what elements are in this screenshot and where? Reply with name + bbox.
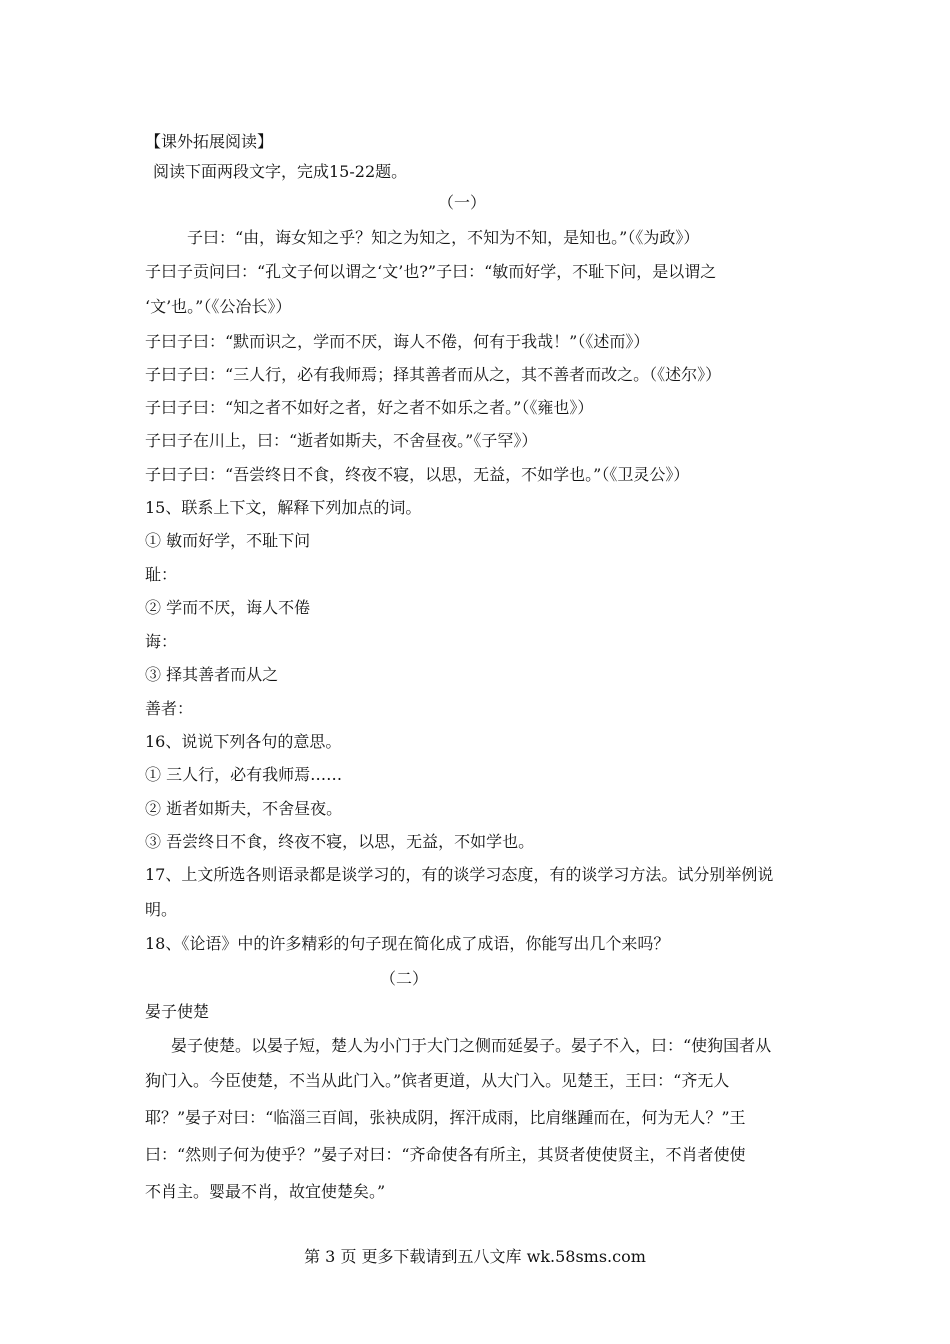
passage-line: 狗门入。今臣使楚，不当从此门入。”傧者更道，从大门入。见楚王，王曰：“齐无人 — [145, 1071, 730, 1090]
quote-line: 子曰子曰：“吾尝终日不食，终夜不寝，以思，无益，不如学也。”（《卫灵公》） — [145, 465, 690, 484]
passage-line: 不肖主。婴最不肖，故宜使楚矣。” — [145, 1182, 386, 1201]
question-line: 耻： — [145, 565, 178, 584]
question-line: 明。 — [145, 900, 178, 919]
question-line: 善者： — [145, 699, 194, 718]
quote-line: ‘文’也。”（《公冶长》） — [145, 297, 292, 316]
passage-line: 耶？”晏子对曰：“临淄三百闾，张袂成阴，挥汗成雨，比肩继踵而在，何为无人？”王 — [145, 1108, 746, 1127]
quote-line: 子曰子曰：“默而识之，学而不厌，诲人不倦，何有于我哉！”（《述而》） — [145, 332, 650, 351]
question-line: ③ 吾尝终日不食，终夜不寝，以思，无益，不如学也。 — [145, 832, 535, 851]
question-line: 18、《论语》中的许多精彩的句子现在简化成了成语，你能写出几个来吗？ — [145, 934, 670, 953]
question-line: 17、上文所选各则语录都是谈学习的，有的谈学习态度，有的谈学习方法。试分别举例说 — [145, 865, 774, 884]
question-line: 15、联系上下文，解释下列加点的词。 — [145, 498, 422, 517]
question-line: ① 敏而好学，不耻下问 — [145, 531, 311, 550]
part2-title: （二） — [380, 969, 429, 988]
quote-line: 子曰子曰：“三人行，必有我师焉；择其善者而从之，其不善者而改之。（《述尔》） — [145, 365, 722, 384]
quote-line: 子曰：“由，诲女知之乎？知之为知之，不知为不知，是知也。”（《为政》） — [187, 228, 700, 247]
quote-line: 子曰子在川上，曰：“逝者如斯夫，不舍昼夜。”《子罕》） — [145, 431, 538, 450]
question-line: 16、说说下列各句的意思。 — [145, 732, 342, 751]
section-heading: 【课外拓展阅读】 — [145, 132, 274, 151]
instruction: 阅读下面两段文字，完成15-22题。 — [153, 162, 408, 181]
passage-line: 晏子使楚。以晏子短，楚人为小门于大门之侧而延晏子。晏子不入，曰：“使狗国者从 — [171, 1036, 772, 1055]
part1-title: （一） — [438, 193, 487, 212]
question-line: ② 逝者如斯夫，不舍昼夜。 — [145, 799, 343, 818]
question-line: ② 学而不厌，诲人不倦 — [145, 598, 311, 617]
page-footer: 第 3 页 更多下载请到五八文库 wk.58sms.com — [304, 1247, 646, 1266]
quote-line: 子曰子曰：“知之者不如好之者，好之者不如乐之者。”（《雍也》） — [145, 398, 594, 417]
part2-subtitle: 晏子使楚 — [145, 1002, 210, 1021]
question-line: ① 三人行，必有我师焉…… — [145, 765, 343, 784]
question-line: ③ 择其善者而从之 — [145, 665, 279, 684]
quote-line: 子曰子贡问曰：“孔文子何以谓之‘文’也?”子曰：“敏而好学，不耻下问，是以谓之 — [145, 262, 717, 281]
question-line: 诲： — [145, 632, 178, 651]
passage-line: 曰：“然则子何为使乎？”晏子对曰：“齐命使各有所主，其贤者使使贤主，不肖者使使 — [145, 1145, 746, 1164]
